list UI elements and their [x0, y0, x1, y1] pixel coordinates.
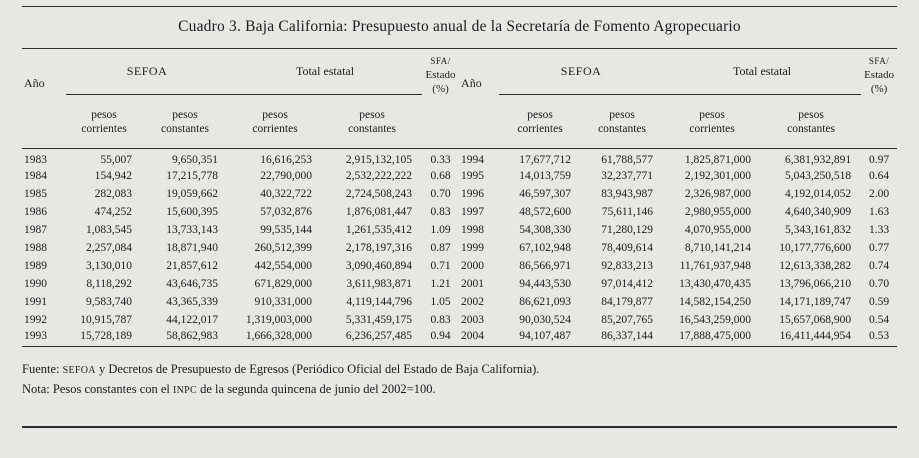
- pesos-corrientes-header: [499, 95, 581, 149]
- year-cell: 1990: [24, 277, 47, 290]
- bottom-rule: [22, 426, 897, 428]
- year-cell: 1994: [461, 154, 485, 167]
- total-constantes-cell: 10,177,776,600: [779, 241, 852, 254]
- total-constantes-cell: 3,611,983,871: [346, 277, 413, 290]
- total-corrientes-cell: 1,825,871,000: [684, 154, 752, 167]
- table-footer: [22, 360, 897, 400]
- sfa-estado-cell: 0.54: [869, 313, 890, 326]
- note-prefix: Nota: Pesos constantes con el: [22, 382, 174, 396]
- sefoa-corrientes-cell: 55,007: [100, 154, 132, 167]
- sfa-estado-cell: 1.33: [869, 223, 890, 236]
- year-header-left: Año: [22, 49, 66, 149]
- total-corrientes-cell: 99,535,144: [260, 223, 313, 236]
- total-constantes-cell: 5,043,250,518: [784, 169, 852, 182]
- total-corrientes-cell: 910,331,000: [254, 295, 313, 308]
- total-constantes-cell: 2,724,508,243: [345, 187, 413, 200]
- sefoa-constantes-cell: 83,943,987: [601, 187, 654, 200]
- year-cell: 2003: [461, 313, 485, 326]
- sefoa-corrientes-cell: 14,013,759: [519, 169, 572, 182]
- sefoa-corrientes-cell: 9,583,740: [86, 295, 132, 308]
- year-cell: 2002: [461, 295, 485, 308]
- sefoa-corrientes-cell: 282,083: [94, 187, 132, 200]
- sefoa-constantes-cell: 75,611,146: [601, 205, 654, 218]
- note-rest: de la segunda quincena de junio del 2002=100.: [197, 382, 436, 396]
- sefoa-corrientes-cell: 90,030,524: [519, 313, 572, 326]
- top-rule: [22, 6, 897, 7]
- pesos-constantes-header: [322, 95, 422, 149]
- source-sefoa: SEFOA: [62, 365, 96, 376]
- sfa-estado-cell: 2.00: [869, 187, 890, 200]
- total-constantes-cell: 5,331,459,175: [345, 313, 413, 326]
- sefoa-corrientes-cell: 46,597,307: [519, 187, 572, 200]
- method-note: [22, 380, 897, 400]
- sefoa-constantes-cell: 85,207,765: [601, 313, 654, 326]
- sfa-line2: Estado: [864, 69, 895, 81]
- total-corrientes-cell: 260,512,399: [254, 241, 313, 254]
- pesos-constantes-header: [142, 95, 228, 149]
- table-row: [22, 167, 897, 185]
- pesos-label: pesos: [262, 108, 288, 121]
- year-cell: 1997: [461, 205, 485, 218]
- total-constantes-cell: 4,640,340,909: [784, 205, 852, 218]
- year-cell: 2001: [461, 277, 485, 290]
- sfa-estado-cell: 0.70: [869, 277, 890, 290]
- pesos-corrientes-header: [663, 95, 761, 149]
- sefoa-constantes-cell: 43,646,735: [166, 277, 219, 290]
- sefoa-constantes-cell: 18,871,940: [166, 241, 219, 254]
- sfa-line3: (%): [870, 83, 888, 95]
- year-cell: 1998: [461, 223, 485, 236]
- sefoa-constantes-cell: 86,337,144: [581, 329, 663, 347]
- sfa-estado-cell: 1.63: [869, 205, 890, 218]
- table-row: [22, 311, 897, 329]
- total-corrientes-cell: 11,761,937,948: [679, 259, 752, 272]
- sefoa-corrientes-cell: 94,107,487: [499, 329, 581, 347]
- total-corrientes-cell: 442,554,000: [254, 259, 313, 272]
- year-cell: 1991: [24, 295, 47, 308]
- sfa-estado-cell: 0.64: [869, 169, 890, 182]
- sfa-estado-cell: 1.05: [430, 295, 451, 308]
- sefoa-constantes-cell: 58,862,983: [142, 329, 228, 347]
- total-corrientes-cell: 1,666,328,000: [228, 329, 322, 347]
- sefoa-constantes-cell: 71,280,129: [601, 223, 654, 236]
- constantes-label: constantes: [348, 122, 396, 135]
- pesos-constantes-header: [581, 95, 663, 149]
- sefoa-constantes-cell: 21,857,612: [166, 259, 219, 272]
- total-constantes-cell: 4,192,014,052: [784, 187, 852, 200]
- corrientes-label: corrientes: [252, 122, 298, 135]
- sfa-estado-cell: 0.77: [869, 241, 890, 254]
- table-row: [22, 203, 897, 221]
- table-title: Cuadro 3. Baja California: Presupuesto anual de la Secretaría de Fomento Agropecuario: [178, 18, 741, 35]
- year-cell: 1995: [461, 169, 485, 182]
- sefoa-corrientes-cell: 86,621,093: [519, 295, 572, 308]
- table-row: [22, 329, 897, 347]
- sfa-estado-header-right: [861, 49, 897, 149]
- sefoa-corrientes-cell: 67,102,948: [519, 241, 572, 254]
- sefoa-constantes-cell: 44,122,017: [166, 313, 219, 326]
- year-cell: 1988: [24, 241, 47, 254]
- sefoa-corrientes-cell: 474,252: [94, 205, 132, 218]
- total-constantes-cell: 14,171,189,747: [779, 295, 852, 308]
- pesos-label: pesos: [699, 108, 725, 121]
- source-note: [22, 360, 897, 380]
- total-constantes-cell: 2,532,222,222: [345, 169, 413, 182]
- source-rest: y Decretos de Presupuesto de Egresos (Periódico Oficial del Estado de Baja California).: [95, 362, 540, 376]
- sefoa-constantes-cell: 61,788,577: [601, 154, 654, 167]
- sefoa-corrientes-cell: 1,083,545: [86, 223, 132, 236]
- total-corrientes-cell: 40,322,722: [260, 187, 313, 200]
- year-cell: 1983: [24, 154, 47, 167]
- total-corrientes-cell: 16,616,253: [260, 154, 313, 167]
- sefoa-header-right: SEFOA: [499, 49, 663, 95]
- table-row: [22, 293, 897, 311]
- pesos-label: pesos: [527, 108, 553, 121]
- total-corrientes-cell: 2,192,301,000: [684, 169, 752, 182]
- sfa-estado-cell: 0.53: [861, 329, 897, 347]
- sefoa-corrientes-cell: 2,257,084: [86, 241, 132, 254]
- table-row: [22, 221, 897, 239]
- total-corrientes-cell: 17,888,475,000: [663, 329, 761, 347]
- year-cell: 1986: [24, 205, 47, 218]
- pesos-corrientes-header: [66, 95, 142, 149]
- total-corrientes-cell: 13,430,470,435: [679, 277, 752, 290]
- sefoa-constantes-cell: 13,733,143: [166, 223, 219, 236]
- sefoa-constantes-cell: 17,215,778: [166, 169, 219, 182]
- table-row: [22, 185, 897, 203]
- sefoa-constantes-cell: 32,237,771: [601, 169, 654, 182]
- year-cell: 1996: [461, 187, 485, 200]
- total-constantes-cell: 5,343,161,832: [784, 223, 852, 236]
- sefoa-constantes-cell: 78,409,614: [601, 241, 654, 254]
- sefoa-corrientes-cell: 3,130,010: [86, 259, 132, 272]
- year-cell: 2004: [459, 329, 499, 347]
- table-row: [22, 149, 897, 167]
- year-cell: 1999: [461, 241, 485, 254]
- table-body: [22, 149, 897, 347]
- total-corrientes-cell: 1,319,003,000: [245, 313, 313, 326]
- sfa-estado-cell: 0.97: [869, 154, 890, 167]
- sfa-estado-cell: 0.68: [430, 169, 451, 182]
- corrientes-label: corrientes: [689, 122, 735, 135]
- sfa-line1: SFA/: [868, 56, 890, 66]
- total-corrientes-cell: 4,070,955,000: [684, 223, 752, 236]
- total-constantes-cell: 2,915,132,105: [345, 154, 413, 167]
- year-cell: 2000: [461, 259, 485, 272]
- sefoa-corrientes-cell: 86,566,971: [519, 259, 572, 272]
- sefoa-constantes-cell: 19,059,662: [166, 187, 219, 200]
- note-inpc: INPC: [173, 385, 197, 396]
- sfa-estado-cell: 0.94: [422, 329, 459, 347]
- sfa-estado-cell: 0.83: [430, 313, 451, 326]
- year-cell: 1987: [24, 223, 47, 236]
- sefoa-corrientes-cell: 48,572,600: [519, 205, 572, 218]
- total-corrientes-cell: 14,582,154,250: [679, 295, 752, 308]
- sefoa-corrientes-cell: 94,443,530: [519, 277, 572, 290]
- total-constantes-cell: 6,236,257,485: [322, 329, 422, 347]
- pesos-label: pesos: [172, 108, 198, 121]
- total-corrientes-cell: 57,032,876: [260, 205, 313, 218]
- total-constantes-cell: 3,090,460,894: [345, 259, 413, 272]
- source-prefix: Fuente:: [22, 362, 63, 376]
- sefoa-constantes-cell: 15,600,395: [166, 205, 219, 218]
- total-corrientes-cell: 8,710,141,214: [684, 241, 752, 254]
- sefoa-corrientes-cell: 17,677,712: [519, 154, 572, 167]
- table-row: [22, 239, 897, 257]
- budget-table: [22, 48, 897, 347]
- pesos-label: pesos: [609, 108, 635, 121]
- year-cell: 1985: [24, 187, 47, 200]
- sfa-estado-cell: 0.83: [430, 205, 451, 218]
- sefoa-constantes-cell: 84,179,877: [601, 295, 654, 308]
- sfa-estado-cell: 0.71: [430, 259, 451, 272]
- sfa-line2: Estado: [425, 69, 456, 81]
- corrientes-label: corrientes: [517, 122, 563, 135]
- sfa-estado-cell: 1.21: [430, 277, 451, 290]
- sfa-estado-header-left: [422, 49, 459, 149]
- total-constantes-cell: 2,178,197,316: [345, 241, 413, 254]
- constantes-label: constantes: [161, 122, 209, 135]
- total-constantes-cell: 4,119,144,796: [346, 295, 413, 308]
- sefoa-constantes-cell: 92,833,213: [601, 259, 654, 272]
- year-cell: 1989: [24, 259, 47, 272]
- total-estatal-header-right: Total estatal: [663, 49, 861, 95]
- sefoa-corrientes-cell: 8,118,292: [86, 277, 132, 290]
- total-corrientes-cell: 671,829,000: [254, 277, 313, 290]
- year-cell: 1984: [24, 169, 47, 182]
- year-cell: 1993: [22, 329, 66, 347]
- sfa-line3: (%): [432, 83, 449, 95]
- sfa-line1: SFA/: [430, 56, 451, 66]
- header-group-row: [22, 49, 897, 95]
- total-corrientes-cell: 2,980,955,000: [684, 205, 752, 218]
- sfa-estado-cell: 0.33: [430, 154, 451, 167]
- sefoa-constantes-cell: 43,365,339: [166, 295, 219, 308]
- total-corrientes-cell: 16,543,259,000: [679, 313, 752, 326]
- sefoa-corrientes-cell: 54,308,330: [519, 223, 572, 236]
- constantes-label: constantes: [598, 122, 646, 135]
- sfa-estado-cell: 0.74: [869, 259, 890, 272]
- total-constantes-cell: 1,876,081,447: [345, 205, 413, 218]
- pesos-label: pesos: [798, 108, 824, 121]
- corrientes-label: corrientes: [81, 122, 127, 135]
- sefoa-corrientes-cell: 15,728,189: [66, 329, 142, 347]
- total-constantes-cell: 1,261,535,412: [345, 223, 413, 236]
- sefoa-constantes-cell: 97,014,412: [601, 277, 654, 290]
- year-cell: 1992: [24, 313, 47, 326]
- pesos-constantes-header: [761, 95, 861, 149]
- constantes-label: constantes: [787, 122, 835, 135]
- sefoa-corrientes-cell: 154,942: [94, 169, 132, 182]
- total-constantes-cell: 6,381,932,891: [784, 154, 852, 167]
- sefoa-constantes-cell: 9,650,351: [172, 154, 219, 167]
- pesos-label: pesos: [359, 108, 385, 121]
- table-row: [22, 257, 897, 275]
- sefoa-corrientes-cell: 10,915,787: [80, 313, 132, 326]
- table-row: [22, 275, 897, 293]
- sfa-estado-cell: 0.70: [430, 187, 451, 200]
- total-constantes-cell: 16,411,444,954: [761, 329, 861, 347]
- sfa-estado-cell: 0.59: [869, 295, 890, 308]
- total-constantes-cell: 12,613,338,282: [779, 259, 852, 272]
- total-constantes-cell: 15,657,068,900: [779, 313, 852, 326]
- page: [0, 6, 919, 428]
- year-header-right: Año: [459, 49, 499, 149]
- total-corrientes-cell: 2,326,987,000: [684, 187, 752, 200]
- total-constantes-cell: 13,796,066,210: [779, 277, 852, 290]
- pesos-corrientes-header: [228, 95, 322, 149]
- sfa-estado-cell: 1.09: [430, 223, 451, 236]
- sfa-estado-cell: 0.87: [430, 241, 451, 254]
- sefoa-header-left: SEFOA: [66, 49, 228, 95]
- pesos-label: pesos: [91, 108, 117, 121]
- total-estatal-header-left: Total estatal: [228, 49, 422, 95]
- total-corrientes-cell: 22,790,000: [260, 169, 313, 182]
